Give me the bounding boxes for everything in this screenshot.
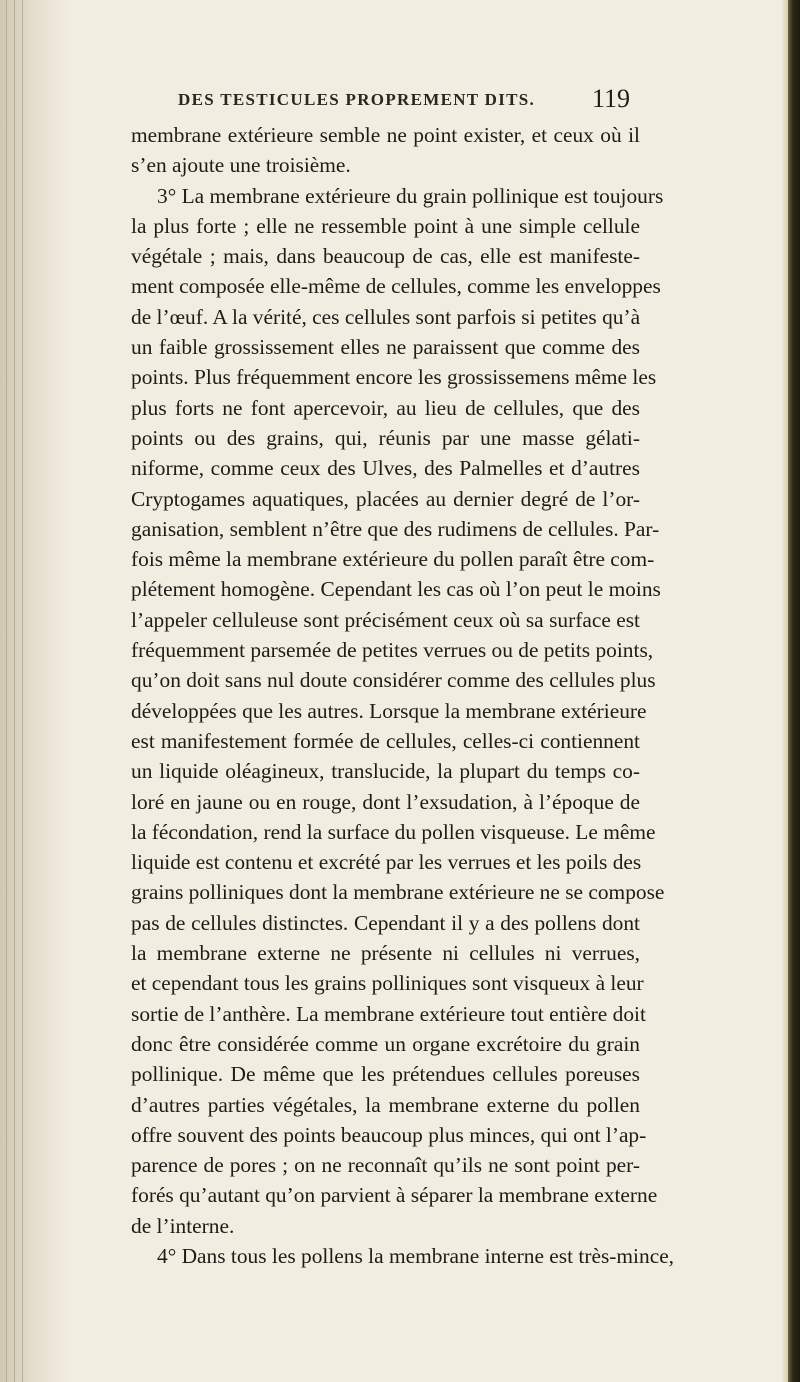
text-line: pollinique. De même que les prétendues cellules poreuses xyxy=(131,1062,640,1087)
binding-line xyxy=(6,0,7,1382)
text-line: pas de cellules distinctes. Cependant il y a des pollens dont xyxy=(131,910,640,935)
text-line: la membrane externe ne présente ni cellules ni verrues, xyxy=(131,941,640,966)
text-line: la plus forte ; elle ne ressemble point à une simple cellule xyxy=(131,213,640,238)
text-line: développées que les autres. Lorsque la membrane extérieure xyxy=(131,698,647,723)
binding-line xyxy=(14,0,15,1382)
page-number: 119 xyxy=(591,84,630,113)
text-line: l’appeler celluleuse sont précisément ceux où sa surface est xyxy=(131,607,640,632)
text-line: la fécondation, rend la surface du pollen visqueuse. Le même xyxy=(131,819,656,844)
text-line: offre souvent des points beaucoup plus minces, qui ont l’ap- xyxy=(131,1122,647,1147)
text-line: qu’on doit sans nul doute considérer comme des cellules plus xyxy=(131,668,656,693)
book-edge xyxy=(788,0,800,1382)
binding-shadow xyxy=(0,0,70,1382)
text-line: liquide est contenu et excrété par les verrues et les poils des xyxy=(131,850,642,875)
text-line: points ou des grains, qui, réunis par une masse gélati- xyxy=(131,425,640,450)
text-line: un faible grossissement elles ne paraissent que comme des xyxy=(131,335,640,360)
text-line: de l’œuf. A la vérité, ces cellules sont parfois si petites qu’à xyxy=(131,304,641,329)
text-line: donc être considérée comme un organe excrétoire du grain xyxy=(131,1031,640,1056)
body-text xyxy=(131,120,675,1271)
text-line: de l’interne. xyxy=(131,1213,235,1238)
text-line: ment composée elle-même de cellules, comme les enveloppes xyxy=(131,274,661,299)
text-line: loré en jaune ou en rouge, dont l’exsudation, à l’époque de xyxy=(131,789,640,814)
text-line: membrane extérieure semble ne point exister, et ceux où il xyxy=(131,123,640,147)
running-title: DES TESTICULES PROPREMENT DITS. xyxy=(178,90,536,109)
text-line: niforme, comme ceux des Ulves, des Palmelles et d’autres xyxy=(131,456,640,481)
text-line: points. Plus fréquemment encore les grossissemens même les xyxy=(131,365,657,390)
text-line: un liquide oléagineux, translucide, la plupart du temps co- xyxy=(131,759,640,784)
text-line: fréquemment parsemée de petites verrues ou de petits points, xyxy=(131,638,654,663)
text-line: grains polliniques dont la membrane extérieure ne se compose xyxy=(131,880,665,905)
text-line: sortie de l’anthère. La membrane extérieure tout entière doit xyxy=(131,1001,646,1026)
text-line: fois même la membrane extérieure du pollen paraît être com- xyxy=(131,547,655,572)
text-line: Cryptogames aquatiques, placées au dernier degré de l’or- xyxy=(131,486,640,511)
text-line: 4° Dans tous les pollens la membrane interne est très-mince, xyxy=(157,1243,675,1268)
text-line: est manifestement formée de cellules, celles-ci contiennent xyxy=(131,728,640,753)
text-line: végétale ; mais, dans beaucoup de cas, elle est manifeste- xyxy=(131,244,640,269)
text-line: parence de pores ; on ne reconnaît qu’ils ne sont point per- xyxy=(131,1153,640,1178)
text-line: 3° La membrane extérieure du grain pollinique est toujours xyxy=(157,183,664,208)
text-line: et cependant tous les grains polliniques sont visqueux à leur xyxy=(131,971,644,996)
text-line: ganisation, semblent n’être que des rudimens de cellules. Par- xyxy=(131,516,660,541)
binding-line xyxy=(22,0,23,1382)
text-line: plus forts ne font apercevoir, au lieu de cellules, que des xyxy=(131,395,640,420)
text-line: forés qu’autant qu’on parvient à séparer la membrane externe xyxy=(131,1183,658,1208)
page-header xyxy=(178,84,630,118)
text-line: d’autres parties végétales, la membrane externe du pollen xyxy=(131,1092,640,1117)
text-line: s’en ajoute une troisième. xyxy=(131,153,351,178)
text-line: plétement homogène. Cependant les cas où l’on peut le moins xyxy=(131,577,661,602)
